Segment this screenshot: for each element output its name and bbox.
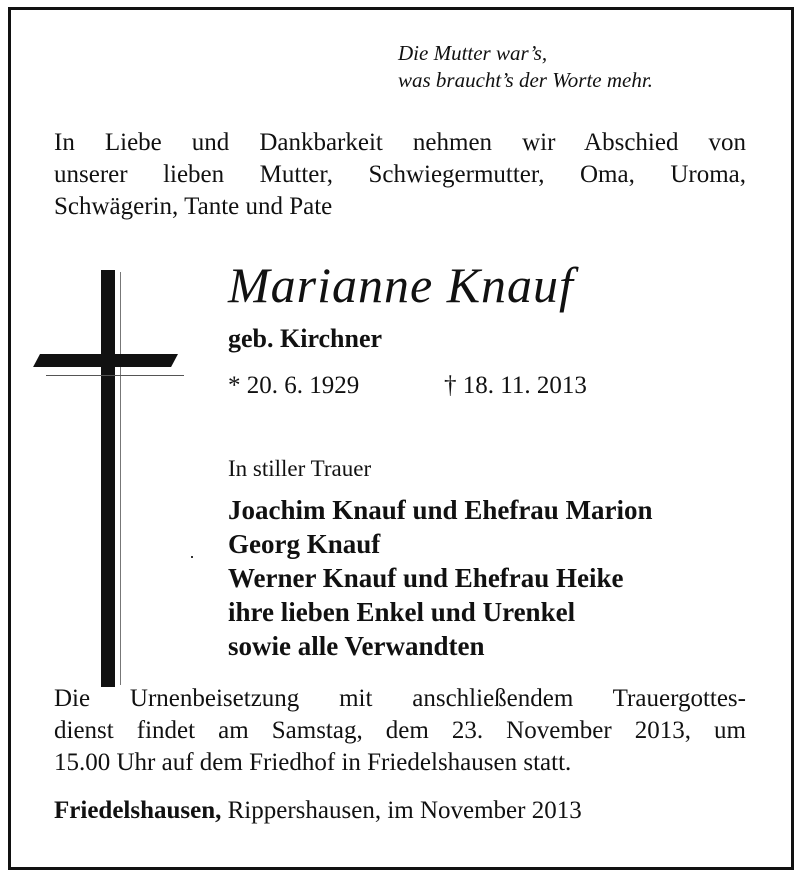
cross-horizontal-beam xyxy=(33,354,178,367)
funeral-notice xyxy=(54,683,746,779)
notice-line-3: 15.00 Uhr auf dem Friedhof in Friedelshausen statt. xyxy=(54,749,572,776)
mourning-heading: In stiller Trauer xyxy=(228,456,372,481)
print-speck xyxy=(191,556,193,558)
relative-item: Joachim Knauf und Ehefrau Marion xyxy=(228,495,653,525)
cross-shadow-vertical xyxy=(120,272,121,685)
intro-line-1: In Liebe und Dankbarkeit nehmen wir Abschied von xyxy=(54,129,746,156)
motto-line-2: was braucht’s der Worte mehr. xyxy=(398,68,653,92)
relative-item: sowie alle Verwandten xyxy=(228,631,485,661)
cross-vertical-beam xyxy=(101,270,115,687)
maiden-name: geb. Kirchner xyxy=(228,324,383,353)
death-date: † 18. 11. 2013 xyxy=(444,372,587,399)
place-town: Friedelshausen, xyxy=(54,797,222,824)
relative-item: Georg Knauf xyxy=(228,529,381,559)
motto-line-1: Die Mutter war’s, xyxy=(398,41,548,65)
place-and-date xyxy=(54,795,582,827)
notice-line-1: Die Urnenbeisetzung mit anschließendem Trauergottes- xyxy=(54,685,746,712)
relative-item: ihre lieben Enkel und Urenkel xyxy=(228,597,576,627)
intro-line-2: unserer lieben Mutter, Schwiegermutter, Oma, Uroma, xyxy=(54,161,746,188)
relatives-list xyxy=(228,493,653,663)
cross-shadow-horizontal xyxy=(46,375,184,376)
birth-date: * 20. 6. 1929 xyxy=(228,372,360,399)
place-rest: Rippershausen, im November 2013 xyxy=(221,797,582,824)
intro-line-3: Schwägerin, Tante und Pate xyxy=(54,193,333,220)
intro-text xyxy=(54,127,746,223)
deceased-name: Marianne Knauf xyxy=(228,257,574,313)
relative-item: Werner Knauf und Ehefrau Heike xyxy=(228,563,624,593)
notice-line-2: dienst findet am Samstag, dem 23. November 2013, um xyxy=(54,717,746,744)
motto-quote xyxy=(398,40,758,94)
